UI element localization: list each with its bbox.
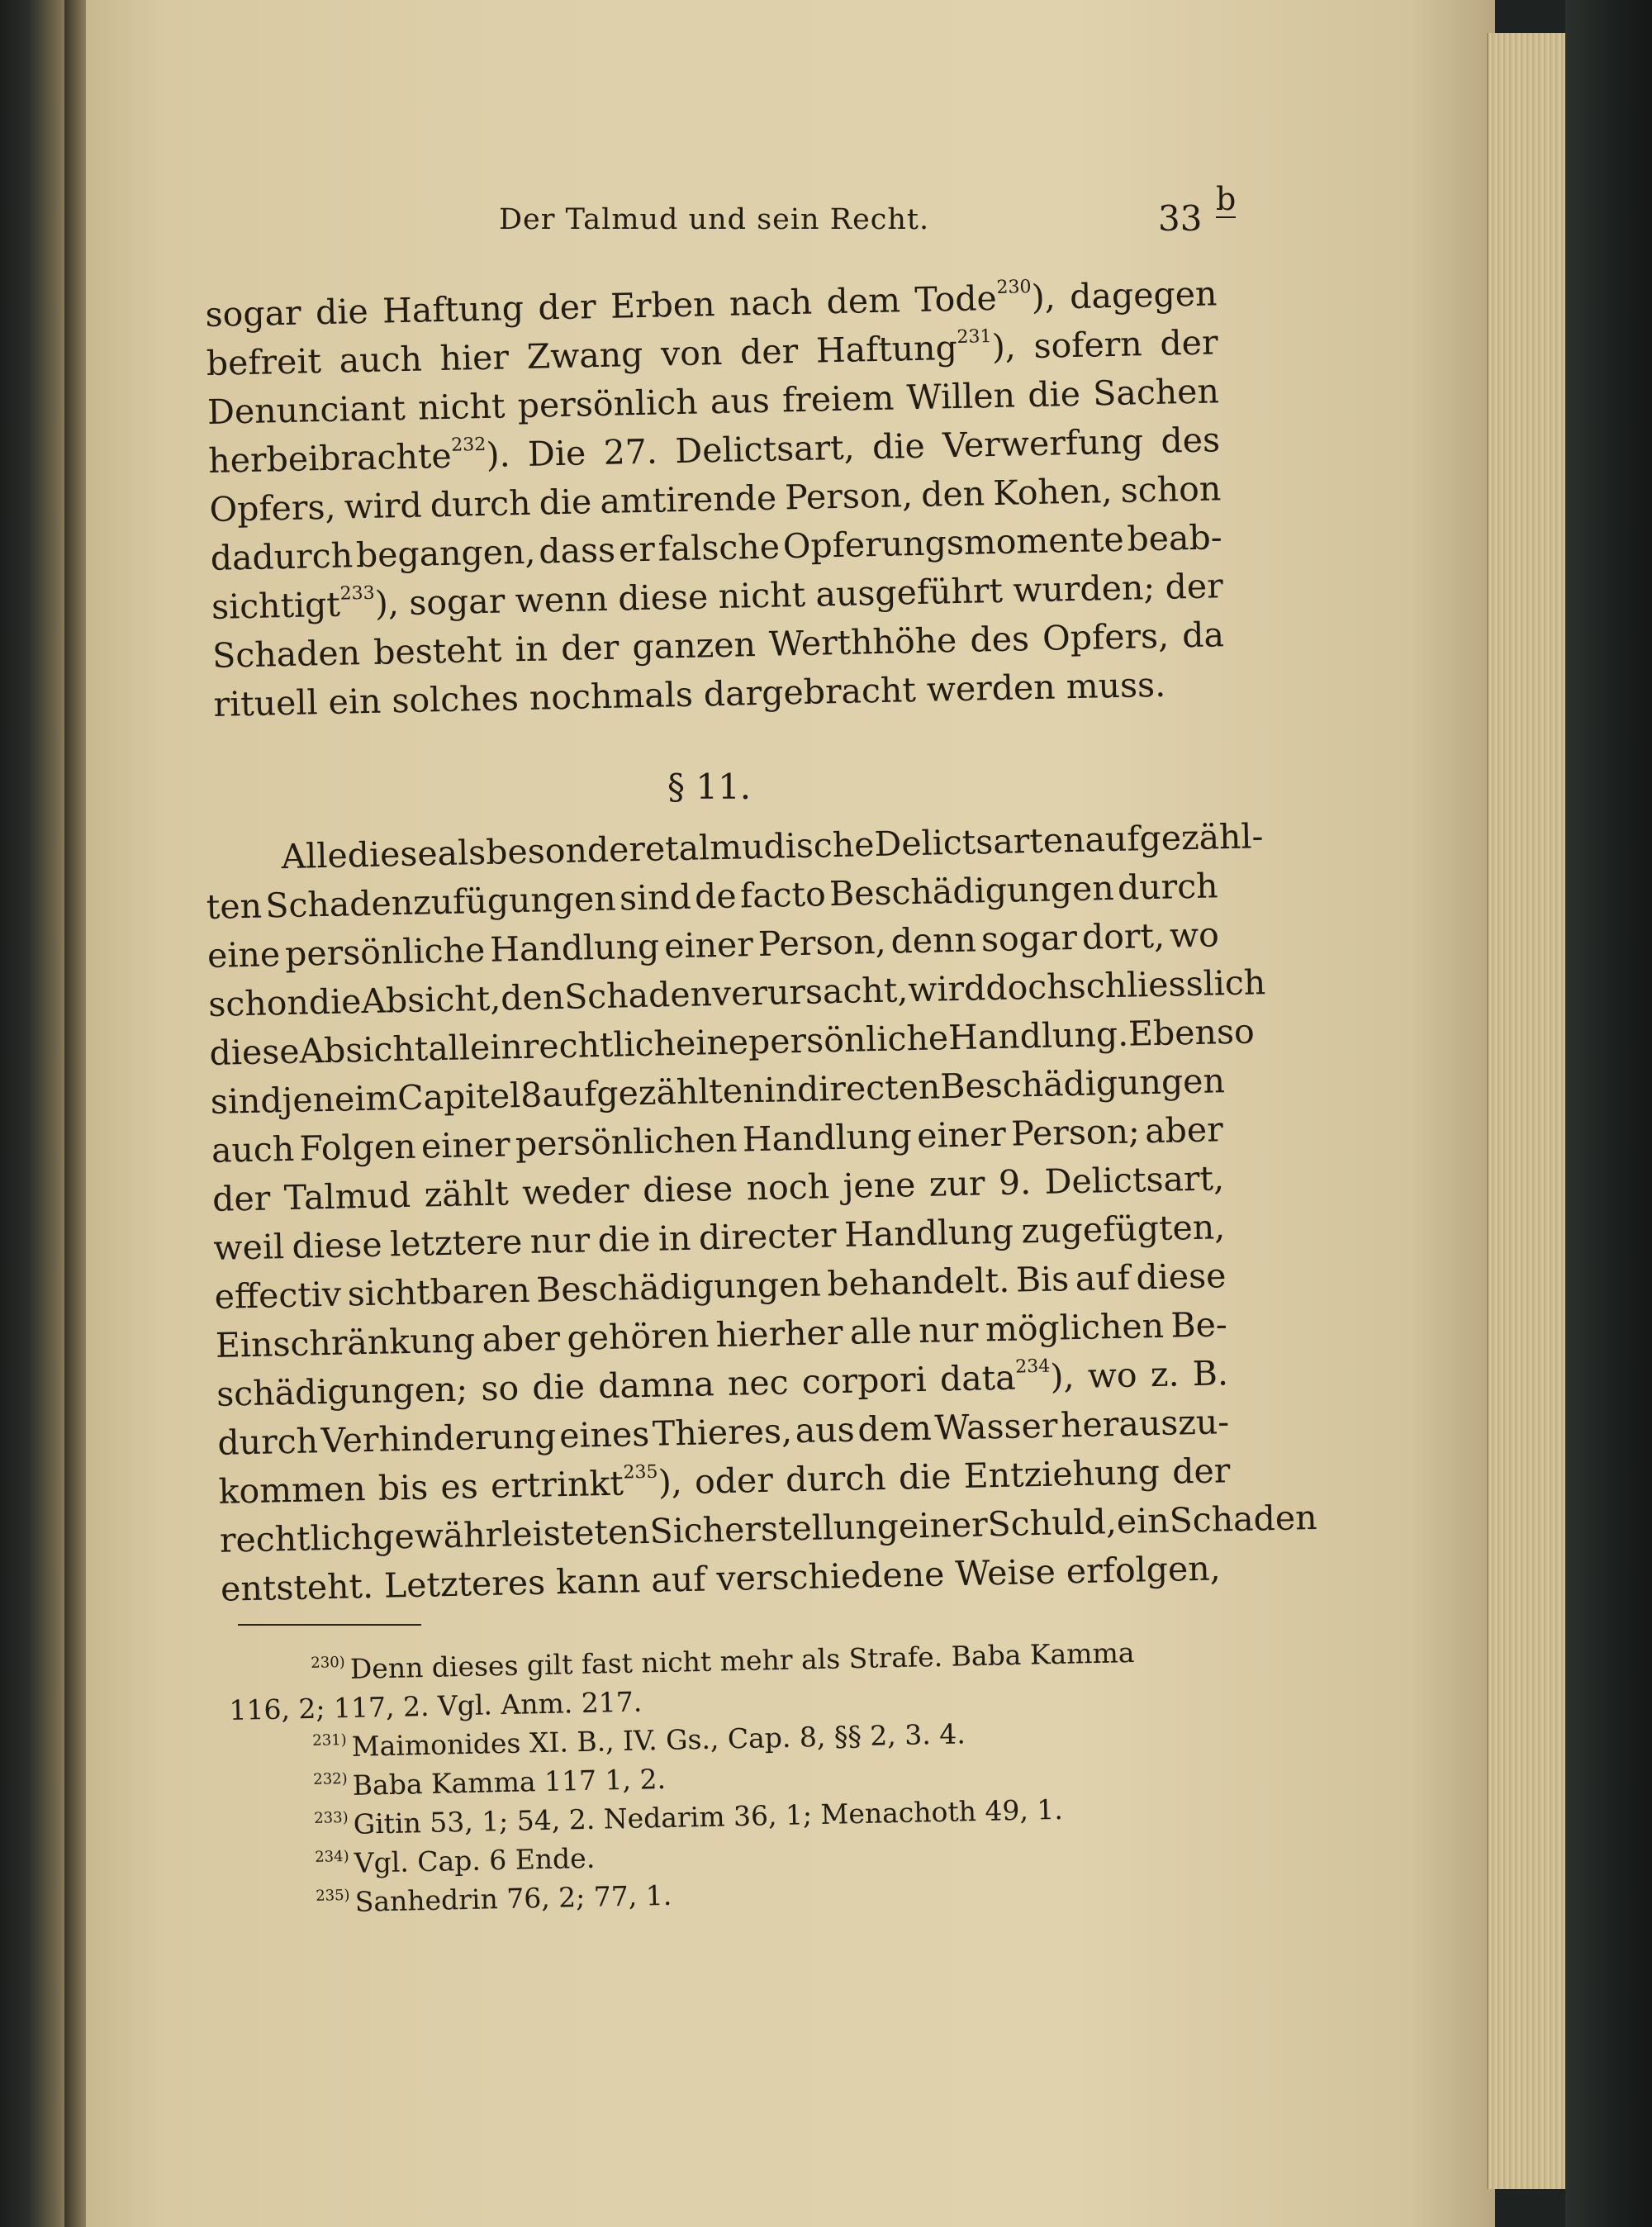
running-title: Der Talmud und sein Recht.: [499, 203, 930, 236]
word: persönliche: [748, 1018, 949, 1062]
word: muss.: [1066, 664, 1166, 707]
word: verursacht,: [711, 970, 909, 1014]
word: wird: [344, 485, 423, 527]
word: nicht: [417, 386, 506, 428]
word: verschiedene: [715, 1554, 945, 1599]
footnote-number: 231): [312, 1731, 347, 1750]
word: es: [439, 1466, 479, 1508]
word: die: [1027, 373, 1081, 415]
footnote-number: 234): [315, 1847, 349, 1866]
footnote-text: Maimonides XI. B., IV. Gs., Cap. 8, §§ 2, 3. 4.: [351, 1717, 966, 1763]
word: eine: [675, 1022, 749, 1064]
word: ertrinkt$^{235}$),: [490, 1461, 683, 1506]
footnote-ref: 230: [996, 277, 1032, 298]
footnote-continuation: 116, 2; 117, 2. Vgl. Anm. 217.: [229, 1685, 643, 1726]
word: die: [308, 981, 362, 1023]
footnote-ref: 233: [339, 582, 375, 605]
word: der: [560, 627, 620, 669]
word: Absicht: [298, 1028, 429, 1071]
word: Kohen,: [992, 471, 1113, 514]
word: sichtigt$^{233}$),: [211, 582, 400, 627]
word: persönliche: [284, 929, 486, 974]
word: dort,: [1081, 915, 1165, 957]
word: Handlung: [843, 1211, 1014, 1255]
word: der: [1165, 566, 1224, 607]
word: Person;: [1010, 1111, 1141, 1154]
word: facto: [739, 874, 827, 916]
word: durch: [216, 1421, 319, 1463]
footnote-number: 235): [315, 1886, 350, 1905]
word: bis: [377, 1467, 429, 1508]
word: Handlung: [489, 926, 660, 970]
word: Capitel: [396, 1076, 521, 1118]
word: Verhinderung: [320, 1416, 558, 1461]
word: die: [531, 1366, 586, 1408]
footnote-ref: 234: [1014, 1356, 1051, 1378]
word: aber: [1144, 1109, 1224, 1151]
word: nur: [529, 1220, 591, 1261]
footnote-ref: 231: [957, 326, 992, 348]
word: z.: [1150, 1354, 1180, 1395]
word: noch: [746, 1166, 830, 1208]
word: Die: [527, 433, 586, 474]
word: 8: [520, 1075, 543, 1116]
word: die: [539, 482, 592, 523]
word: herauszu-: [1060, 1402, 1230, 1446]
word: Haftung$^{231}$),: [815, 326, 1017, 371]
word: auf: [650, 1559, 706, 1600]
word: freiem: [781, 377, 895, 420]
word: aufgezählten: [541, 1070, 765, 1115]
word: da: [1181, 615, 1225, 656]
word: Bis: [1015, 1259, 1070, 1300]
word: nochmals: [529, 674, 694, 718]
word: Tode$^{230}$),: [914, 277, 1056, 320]
word: als: [437, 832, 487, 874]
word: wenn: [515, 578, 609, 621]
word: diese: [347, 833, 439, 876]
word: persönlich: [517, 382, 699, 426]
word: Alle: [281, 835, 349, 877]
word: der: [537, 287, 597, 328]
word: hierher: [715, 1312, 843, 1356]
word: möglichen: [985, 1305, 1165, 1350]
word: die: [871, 425, 926, 468]
word: persönlichen: [515, 1119, 738, 1165]
word: Entziehung: [963, 1451, 1161, 1496]
word: dargebracht: [703, 670, 917, 715]
word: B.: [1192, 1353, 1229, 1394]
word: sichtbaren: [347, 1270, 531, 1314]
word: erfolgen,: [1066, 1548, 1222, 1592]
word: Zwang: [526, 334, 643, 377]
word: damna: [597, 1364, 715, 1407]
word: zugefügten,: [1021, 1207, 1226, 1251]
word: gehören: [566, 1315, 710, 1358]
word: sogar: [980, 917, 1078, 960]
word: die: [315, 291, 369, 333]
word: doch: [985, 966, 1070, 1009]
word: jene: [282, 1079, 355, 1121]
word: die: [898, 1456, 952, 1498]
word: hier: [439, 337, 510, 379]
footnote-text: Denn dieses gilt fast nicht mehr als Strafe. Baba Kamma: [349, 1636, 1135, 1685]
word: eine: [206, 934, 281, 976]
word: aus: [795, 1409, 856, 1451]
footnote-text: Baba Kamma 117 1, 2.: [352, 1762, 667, 1802]
word: auf: [1075, 1257, 1131, 1299]
word: Sachen: [1092, 371, 1220, 414]
word: Handlung.: [947, 1014, 1129, 1058]
word: Schaden: [1169, 1497, 1317, 1541]
word: Handlung: [742, 1116, 913, 1160]
word: wird: [907, 968, 986, 1010]
word: Denunciant: [206, 387, 406, 432]
word: Person,: [757, 921, 887, 964]
word: dagegen: [1069, 273, 1218, 317]
footnote-text: Gitin 53, 1; 54, 2. Nedarim 36, 1; Menachoth 49, 1.: [353, 1793, 1064, 1840]
word: aufgezähl-: [1084, 816, 1264, 860]
word: Delictsarten: [873, 819, 1085, 865]
word: Folgen: [299, 1126, 417, 1169]
word: Willen: [906, 375, 1016, 418]
footnotes: [228, 1631, 1241, 1923]
word: des: [969, 619, 1030, 660]
word: aus: [710, 380, 771, 422]
word: ten: [206, 886, 263, 927]
word: eines: [558, 1413, 650, 1456]
word: rechtlich: [522, 1023, 676, 1066]
word: solches: [391, 678, 520, 721]
footnote-number: 230): [311, 1654, 345, 1672]
word: dem: [826, 280, 901, 322]
footnote-ref: 232: [451, 434, 487, 456]
word: durch: [1117, 866, 1219, 908]
word: sogar: [205, 292, 302, 335]
footnote-number: 232): [313, 1770, 348, 1788]
word: behandelt.: [826, 1260, 1010, 1304]
word: sogar: [408, 581, 506, 623]
word: im: [354, 1078, 398, 1119]
word: so: [480, 1368, 520, 1409]
book-cover-edge: [1565, 0, 1652, 2227]
word: falsche: [657, 526, 781, 569]
word: besondere: [485, 829, 666, 872]
word: diese: [209, 1031, 300, 1073]
word: Einschränkung: [215, 1320, 476, 1365]
signature-mark: b: [1216, 181, 1237, 217]
word: einer: [898, 1504, 989, 1546]
word: talmudische: [664, 824, 875, 869]
word: alle: [849, 1311, 913, 1352]
paragraph-section-11: [205, 813, 1317, 1613]
word: allein: [427, 1027, 524, 1069]
word: Schaden: [211, 633, 361, 676]
word: nach: [729, 282, 813, 324]
word: wurden;: [1012, 567, 1156, 610]
word: werden: [926, 667, 1056, 710]
footnote-separator: [238, 1624, 421, 1626]
word: sind: [210, 1080, 283, 1122]
page-stack-edges: [1487, 33, 1567, 2189]
word: Beschädigungen: [535, 1264, 822, 1310]
word: oder: [694, 1460, 774, 1502]
word: dass: [538, 529, 616, 572]
word: Ebenso: [1127, 1011, 1256, 1054]
word: corpori: [801, 1359, 928, 1403]
word: die: [597, 1218, 651, 1261]
word: diese: [292, 1224, 383, 1266]
word: beab-: [1126, 517, 1223, 559]
word: einer: [663, 924, 754, 966]
word: einer: [916, 1114, 1007, 1156]
word: nec: [727, 1362, 790, 1403]
footnote-ref: 235: [623, 1461, 658, 1484]
word: Thieres,: [652, 1411, 793, 1454]
word: indirecten: [763, 1066, 941, 1110]
word: besteht: [373, 629, 502, 672]
word: durch: [785, 1457, 887, 1500]
word: diese: [617, 577, 709, 619]
word: Opfers,: [1042, 615, 1170, 658]
word: von: [660, 332, 723, 374]
word: Beschädigungen: [939, 1061, 1226, 1107]
running-header: [0, 181, 1652, 246]
word: auch: [211, 1128, 295, 1170]
word: jene: [843, 1165, 916, 1206]
word: in: [515, 629, 548, 670]
word: Schuld,: [987, 1502, 1118, 1545]
word: Opferungsmomente: [782, 519, 1125, 567]
word: Delictsart,: [674, 427, 856, 472]
word: kann: [555, 1560, 641, 1603]
word: denn: [890, 919, 977, 962]
word: Erben: [610, 284, 715, 326]
word: Schadenzufügungen: [264, 878, 617, 926]
word: gewährleisteten: [372, 1511, 651, 1557]
word: 9.: [998, 1162, 1032, 1203]
word: Talmud: [283, 1175, 411, 1218]
word: Beschädigungen: [828, 867, 1115, 914]
word: der: [1159, 322, 1218, 363]
word: directer: [698, 1215, 838, 1258]
word: letztere: [389, 1222, 523, 1265]
word: Sicherstellung: [649, 1506, 900, 1551]
word: schliesslich: [1068, 962, 1266, 1007]
word: Opfers,: [209, 487, 337, 529]
word: diese: [1135, 1256, 1227, 1298]
word: Haftung: [382, 287, 525, 331]
paragraph-continuation: [205, 269, 1226, 729]
word: einer: [420, 1124, 511, 1166]
word: sofern: [1033, 324, 1143, 366]
word: auch: [339, 339, 423, 381]
word: begangen,: [355, 531, 536, 576]
word: aber: [482, 1318, 561, 1360]
word: Wasser: [933, 1405, 1058, 1448]
word: schädigungen;: [216, 1369, 468, 1414]
word: amtirende: [599, 477, 777, 522]
word: den: [500, 976, 565, 1019]
word: data$^{234}$),: [939, 1356, 1075, 1399]
word: de: [694, 876, 738, 917]
word: rituell: [212, 682, 319, 724]
word: rechtlich: [219, 1517, 373, 1560]
section-heading: § 11.: [667, 767, 752, 807]
word: schon: [1120, 468, 1222, 510]
word: entsteht.: [220, 1565, 374, 1609]
word: weil: [212, 1227, 285, 1268]
word: kommen: [218, 1469, 367, 1512]
word: dadurch: [210, 535, 354, 578]
word: zur: [928, 1163, 985, 1204]
word: schon: [207, 982, 310, 1024]
word: Absicht,: [360, 978, 501, 1022]
word: nicht: [718, 574, 806, 617]
word: Werthhöhe: [768, 620, 957, 664]
word: der: [1171, 1451, 1231, 1492]
word: ein: [1116, 1500, 1170, 1542]
word: der: [211, 1178, 271, 1219]
word: durch: [430, 482, 531, 525]
word: weder: [521, 1170, 630, 1213]
word: des: [1160, 420, 1221, 461]
binding-gutter: [64, 0, 86, 2227]
word: sind: [619, 876, 692, 919]
footnote-text: Sanhedrin 76, 2; 77, 1.: [354, 1878, 672, 1918]
word: nur: [918, 1309, 980, 1351]
word: Weise: [954, 1551, 1056, 1594]
word: Letzteres: [383, 1562, 546, 1606]
word: ganzen: [631, 624, 757, 667]
word: Verwerfung: [942, 421, 1144, 466]
footnote-text: Vgl. Cap. 6 Ende.: [354, 1841, 596, 1879]
page-number: 33: [1158, 198, 1203, 239]
word: er: [618, 529, 656, 570]
word: ein: [328, 681, 382, 722]
word: in: [657, 1218, 691, 1259]
word: herbeibrachte$^{232}$).: [207, 434, 511, 481]
word: befreit: [206, 341, 322, 383]
footnote-number: 233): [314, 1808, 349, 1827]
word: den: [920, 473, 985, 515]
word: Delictsart,: [1044, 1158, 1225, 1202]
word: Be-: [1170, 1304, 1228, 1346]
word: Schaden: [563, 974, 713, 1017]
word: wo: [1169, 914, 1220, 956]
word: zählt: [424, 1173, 510, 1215]
word: Person,: [784, 475, 914, 518]
word: effectiv: [214, 1274, 342, 1317]
word: ausgeführt: [814, 570, 1004, 615]
word: 27.: [603, 431, 658, 472]
word: wo: [1087, 1355, 1138, 1396]
word: dem: [857, 1408, 933, 1450]
word: diese: [642, 1168, 733, 1210]
word: der: [739, 330, 799, 373]
